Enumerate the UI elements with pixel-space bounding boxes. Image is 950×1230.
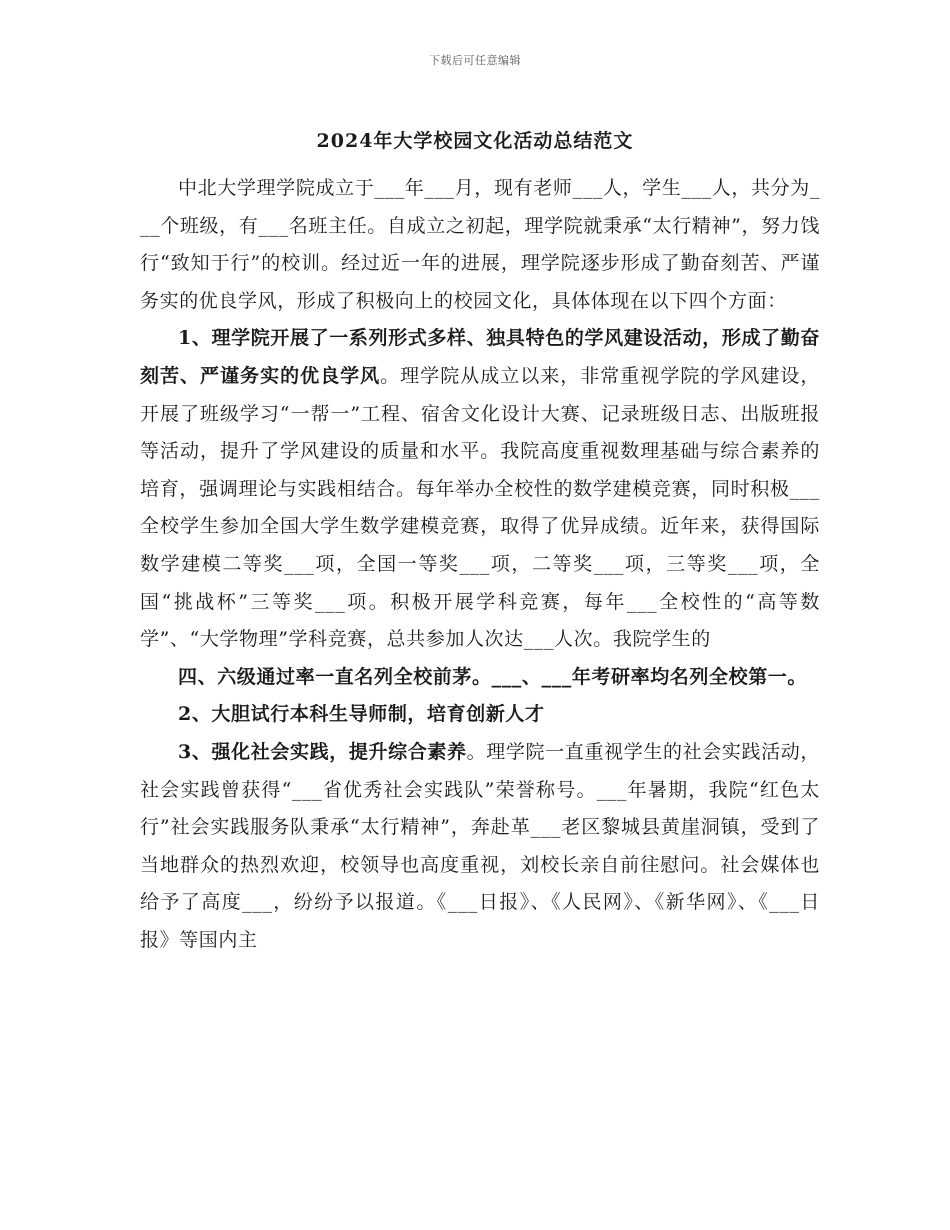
paragraph-item-1 (140, 320, 820, 658)
paragraph-lead: 四、六级通过率一直名列全校前茅。___、___年考研率均名列全校第一。 (178, 665, 808, 688)
paragraph-item-3 (140, 734, 820, 960)
paragraph-item-2 (140, 696, 820, 734)
paragraph-cet (140, 659, 820, 697)
paragraph-lead: 1、理学院开展了一系列形式多样、独具特色的学风建设活动，形成了勤奋刻苦、严谨务实的优良学风 (140, 327, 820, 387)
document-title: 2024年大学校园文化活动总结范文 (316, 130, 634, 152)
paragraph-text: 。理学院从成立以来，非常重视学院的学风建设，开展了班级学习“一帮一”工程、宿舍文化设计大赛、记录班级日志、出版班报等活动，提升了学风建设的质量和水平。我院高度重视数理基础与综合素养的培育，强调理论与实践相结合。每年举办全校性的数学建模竞赛，同时积极___全校学生参加全国大学生数学建模竞赛，取得了优异成绩。近年来，获得国际数学建模二等奖___项，全国一等奖___项，二等奖___项，三等奖___项，全国“挑战杯”三等奖___项。积极开展学科竞赛，每年___全校性的“高等数学”、“大学物理”学科竞赛，总共参加人次达___人次。我院学生的 (140, 364, 821, 651)
paragraph-intro (140, 170, 820, 320)
document-body (140, 170, 820, 959)
paragraph-lead: 3、强化社会实践，提升综合素养 (178, 740, 467, 763)
page-header: 下载后可任意编辑 (429, 54, 521, 67)
paragraph-text: 。理学院一直重视学生的社会实践活动，社会实践曾获得“___省优秀社会实践队”荣誉称号。___年暑期，我院“红色太行”社会实践服务队秉承“太行精神”，奔赴革___老区黎城县黄崖洞镇，受到了当地群众的热烈欢迎，校领导也高度重视，刘校长亲自前往慰问。社会媒体也给予了高度___，纷纷予以报道。《___日报》、《人民网》、《新华网》、《___日报》等国内主 (140, 740, 820, 951)
paragraph-text: 中北大学理学院成立于___年___月，现有老师___人，学生___人，共分为___个班级，有___名班主任。自成立之初起，理学院就秉承“太行精神”，努力饯行“致知于行”的校训。经过近一年的进展，理学院逐步形成了勤奋刻苦、严谨务实的优良学风，形成了积极向上的校园文化，具体体现在以下四个方面： (140, 177, 820, 312)
paragraph-lead: 2、大胆试行本科生导师制，培育创新人才 (178, 703, 545, 726)
